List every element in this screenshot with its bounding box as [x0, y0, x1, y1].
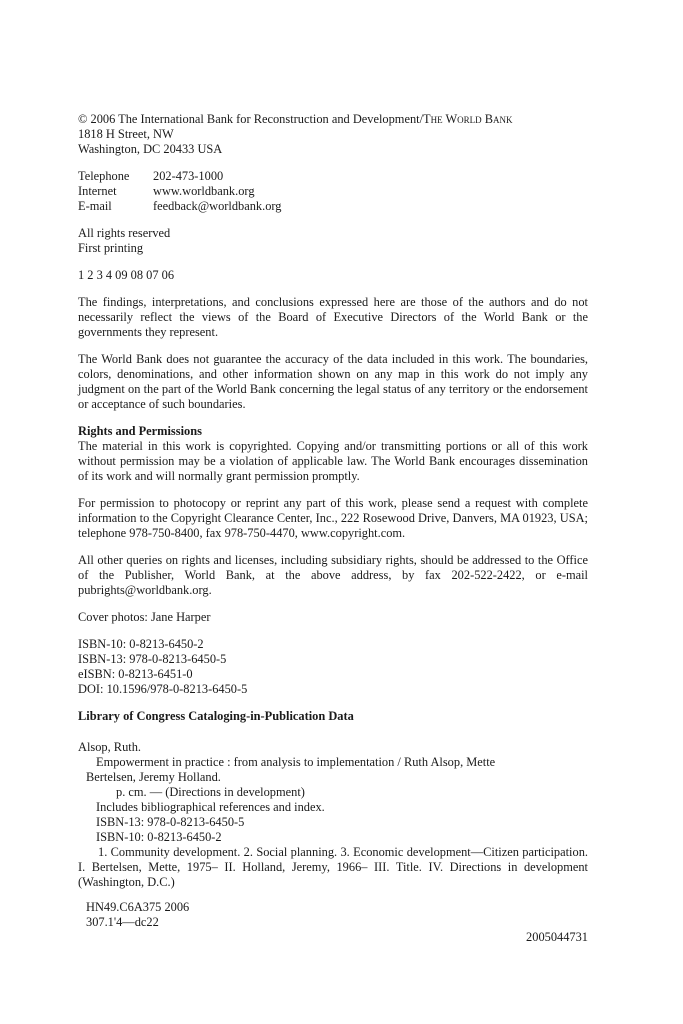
contact-value: 202-473-1000 [153, 169, 224, 183]
disclaimer-2 [78, 352, 588, 412]
contact-label: Telephone [78, 169, 130, 183]
first-printing: First printing [78, 241, 144, 255]
lc-call-number: HN49.C6A375 2006 [86, 900, 190, 914]
contact-row-internet [78, 184, 588, 199]
lc-author: Alsop, Ruth. [78, 740, 141, 754]
printing-numbers [78, 268, 588, 283]
copyright-text: © 2006 The International Bank for Reconstruction and Development/ [78, 112, 424, 126]
permissions-para-1: The material in this work is copyrighted. Copying and/or transmitting portions or all of this work without permission may be a violation of applicable law. The World Bank encourages dissemination of its work and will normally grant permission promptly. [78, 439, 588, 483]
lc-title-line-1: Empowerment in practice : from analysis to implementation / Ruth Alsop, Mette [96, 755, 496, 769]
publisher-name: The World Bank [423, 112, 513, 126]
contact-value: www.worldbank.org [153, 184, 255, 198]
cover-photos-block [78, 610, 588, 625]
address-line-1: 1818 H Street, NW [78, 127, 174, 141]
disclaimer-2-text: The World Bank does not guarantee the accuracy of the data included in this work. The boundaries, colors, denominations, and other information shown on any map in this work do not imply any judgment on the part of the World Bank concerning the legal status of any territory or the endorsement or acceptance of such boundaries. [78, 352, 588, 411]
lc-isbn-10: ISBN-10: 0-8213-6450-2 [96, 830, 222, 844]
contact-row-telephone [78, 169, 588, 184]
contact-block [78, 169, 588, 214]
cover-photos: Cover photos: Jane Harper [78, 610, 211, 624]
printing-numbers-text: 1 2 3 4 09 08 07 06 [78, 268, 175, 282]
permissions-para-3-block [78, 553, 588, 598]
permissions-para-2-block [78, 496, 588, 541]
lc-heading-block [78, 709, 588, 724]
eisbn: eISBN: 0-8213-6451-0 [78, 667, 193, 681]
permissions-heading: Rights and Permissions [78, 424, 202, 438]
lc-title-line-2: Bertelsen, Jeremy Holland. [86, 770, 221, 784]
permissions-para-2: For permission to photocopy or reprint any part of this work, please send a request with complete information to the Copyright Clearance Center, Inc., 222 Rosewood Drive, Danvers, MA 01923, USA; telephone 978-750-8400, fax 978-750-4470, www.copyright.com. [78, 496, 588, 540]
address-line-2: Washington, DC 20433 USA [78, 142, 223, 156]
lc-biblio: Includes bibliographical references and index. [96, 800, 325, 814]
isbn-13: ISBN-13: 978-0-8213-6450-5 [78, 652, 227, 666]
rights-block [78, 226, 588, 256]
doi: DOI: 10.1596/978-0-8213-6450-5 [78, 682, 248, 696]
disclaimer-1 [78, 295, 588, 340]
lc-isbn-13: ISBN-13: 978-0-8213-6450-5 [96, 815, 245, 829]
copyright-page [78, 112, 588, 945]
permissions-block [78, 424, 588, 484]
isbn-10: ISBN-10: 0-8213-6450-2 [78, 637, 204, 651]
lc-dewey: 307.1'4—dc22 [86, 915, 159, 929]
disclaimer-1-text: The findings, interpretations, and conclusions expressed here are those of the authors and do not necessarily reflect the views of the Board of Executive Directors of the World Bank or the governments they represent. [78, 295, 588, 339]
lc-record [78, 740, 588, 945]
lc-call-number-block [78, 900, 588, 930]
lccn: 2005044731 [526, 930, 588, 944]
contact-row-email [78, 199, 588, 214]
rights-reserved: All rights reserved [78, 226, 171, 240]
copyright-line [78, 112, 588, 127]
permissions-para-3: All other queries on rights and licenses, including subsidiary rights, should be addressed to the Office of the Publisher, World Bank, at the above address, by fax 202-522-2422, or e-mail pubrights@worldbank.org. [78, 553, 588, 597]
contact-label: E-mail [78, 199, 112, 213]
lc-subjects: 1. Community development. 2. Social planning. 3. Economic development—Citizen participation. I. Bertelsen, Mette, 1975– II. Holland, Jeremy, 1966– III. Title. IV. Directions in development (Washington, D.C.) [78, 845, 588, 889]
lc-series: p. cm. — (Directions in development) [116, 785, 305, 799]
copyright-block [78, 112, 588, 157]
isbn-block [78, 637, 588, 697]
contact-value: feedback@worldbank.org [153, 199, 282, 213]
contact-label: Internet [78, 184, 117, 198]
lc-heading: Library of Congress Cataloging-in-Publication Data [78, 709, 354, 723]
